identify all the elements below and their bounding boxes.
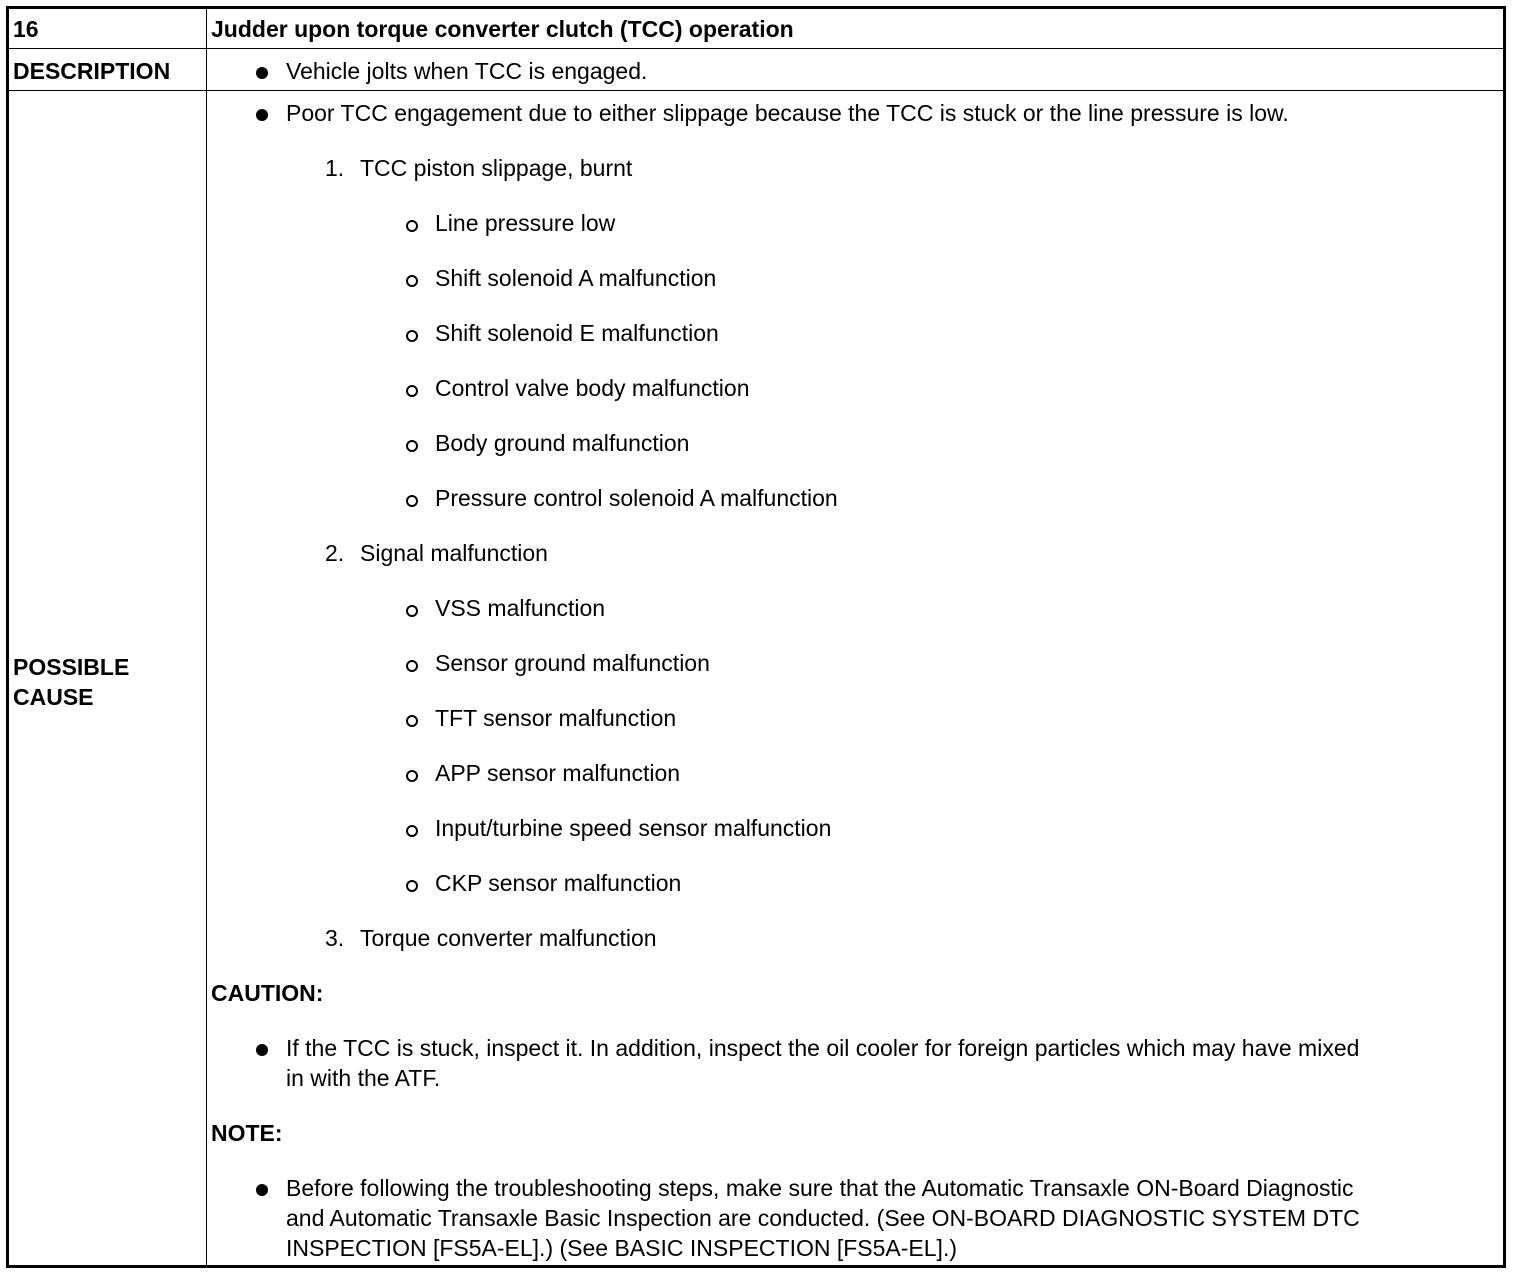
sub-cause: Line pressure low (435, 210, 616, 236)
sub-bullet-icon (406, 330, 418, 342)
sub-cause: Shift solenoid E malfunction (435, 320, 719, 346)
cause-number: 3. (325, 925, 345, 951)
row-divider-header (9, 48, 1503, 49)
caution-text-2: in with the ATF. (286, 1065, 441, 1091)
troubleshooting-table (6, 6, 1506, 1268)
sub-cause: TFT sensor malfunction (435, 705, 677, 731)
sub-bullet-icon (406, 220, 418, 232)
description-label: DESCRIPTION (13, 58, 171, 84)
note-label: NOTE: (211, 1120, 283, 1146)
sub-bullet-icon (406, 825, 418, 837)
sub-bullet-icon (406, 440, 418, 452)
sub-cause: CKP sensor malfunction (435, 870, 682, 896)
possible-cause-label-2: CAUSE (13, 684, 94, 710)
caution-text: If the TCC is stuck, inspect it. In addition, inspect the oil cooler for foreign particles which may have mixed (286, 1035, 1360, 1061)
sub-cause: APP sensor malfunction (435, 760, 681, 786)
sub-cause: Control valve body malfunction (435, 375, 750, 401)
cause-number: 1. (325, 155, 345, 181)
sub-bullet-icon (406, 275, 418, 287)
cause-number: 2. (325, 540, 345, 566)
caution-label: CAUTION: (211, 980, 324, 1006)
sub-cause: Shift solenoid A malfunction (435, 265, 717, 291)
sub-cause: Sensor ground malfunction (435, 650, 710, 676)
sub-cause: Pressure control solenoid A malfunction (435, 485, 838, 511)
sub-bullet-icon (406, 605, 418, 617)
note-text-2: and Automatic Transaxle Basic Inspection are conducted. (See ON-BOARD DIAGNOSTIC SYSTEM DTC (286, 1205, 1360, 1231)
sub-cause: Input/turbine speed sensor malfunction (435, 815, 832, 841)
sub-bullet-icon (406, 660, 418, 672)
bullet-icon (256, 109, 268, 121)
bullet-icon (256, 1184, 268, 1196)
sub-cause: VSS malfunction (435, 595, 606, 621)
sub-bullet-icon (406, 715, 418, 727)
sub-bullet-icon (406, 880, 418, 892)
sub-bullet-icon (406, 385, 418, 397)
cause-title: TCC piston slippage, burnt (360, 155, 633, 181)
bullet-icon (256, 1044, 268, 1056)
note-text-3: INSPECTION [FS5A-EL].) (See BASIC INSPECTION [FS5A-EL].) (286, 1235, 957, 1261)
cause-title: Torque converter malfunction (360, 925, 657, 951)
sub-bullet-icon (406, 770, 418, 782)
description-text: Vehicle jolts when TCC is engaged. (286, 58, 648, 84)
item-number: 16 (13, 16, 39, 42)
note-text: Before following the troubleshooting steps, make sure that the Automatic Transaxle ON-Board Diagnostic (286, 1175, 1354, 1201)
column-divider (206, 9, 207, 1265)
item-title: Judder upon torque converter clutch (TCC) operation (211, 16, 794, 42)
sub-bullet-icon (406, 495, 418, 507)
sub-cause: Body ground malfunction (435, 430, 690, 456)
bullet-icon (256, 67, 268, 79)
cause-title: Signal malfunction (360, 540, 548, 566)
possible-cause-label: POSSIBLE (13, 654, 130, 680)
cause-summary: Poor TCC engagement due to either slippage because the TCC is stuck or the line pressure is low. (286, 100, 1289, 126)
row-divider-description (9, 90, 1503, 91)
